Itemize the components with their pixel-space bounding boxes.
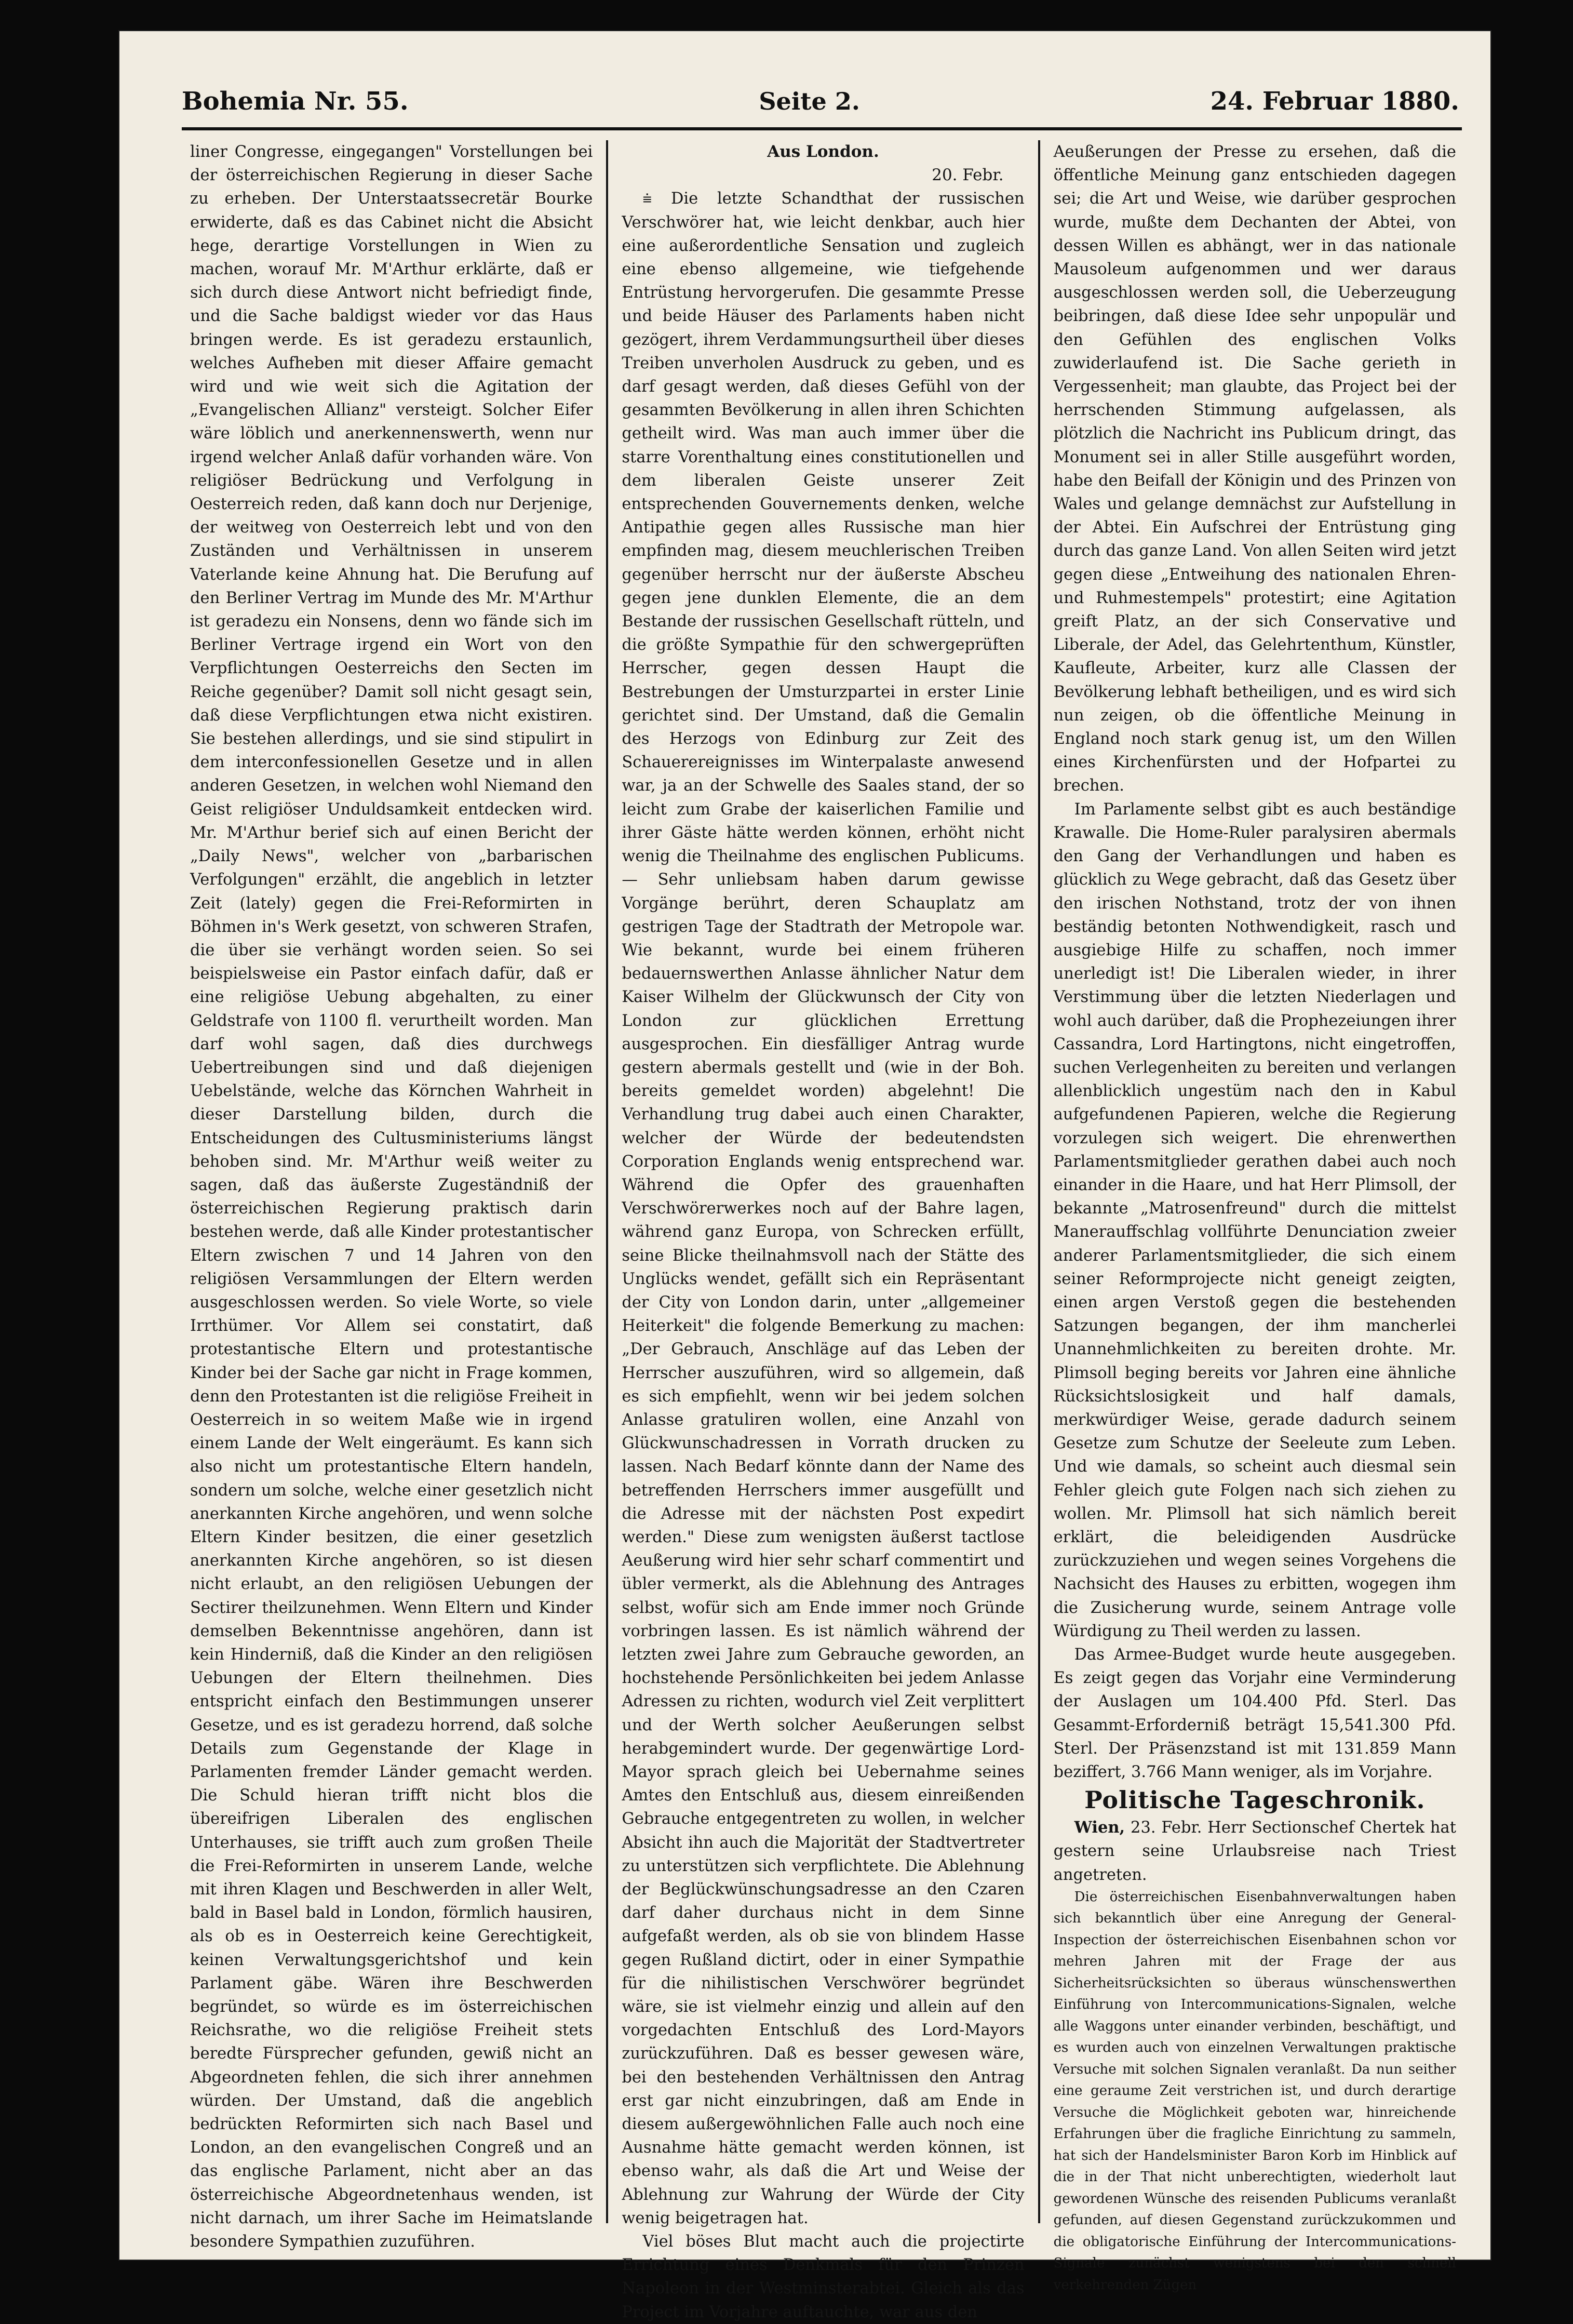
column-2 — [606, 140, 1038, 2321]
article-paragraph: Aeußerungen der Presse zu ersehen, daß die öffentliche Meinung ganz entschieden dagegen sei; die Art und Weise, wie darüber gesprochen wurde, mußte dem Dechanten der Abtei, von dessen Willen es abhängt, wer in das nationale Mausoleum aufgenommen und wer daraus ausgeschlossen werden soll, die Ueberzeugung beibringen, daß diese Idee sehr unpopulär und den Gefühlen des englischen Volks zuwiderlaufend ist. Die Sache gerieth in Vergessenheit; man glaubte, das Project bei der herrschenden Stimmung aufgelassen, als plötzlich die Nachricht ins Publicum dringt, das Monument sei in aller Stille ausgeführt worden, habe den Beifall der Königin und des Prinzen von Wales und gelange demnächst zur Aufstellung in der Abtei. Ein Aufschrei der Entrüstung ging durch das ganze Land. Von allen Seiten wird jetzt gegen diese „Entweihung des nationalen Ehren- und Ruhmestempels" protestirt; eine Agitation greift Platz, an der sich Conservative und Liberale, der Adel, das Gelehrtenthum, Künstler, Kaufleute, Arbeiter, kurz alle Classen der Bevölkerung lebhaft betheiligen, und es wird sich nun zeigen, ob die öffentliche Meinung in England noch stark genug ist, um den Willen eines Kirchenfürsten und der Hofpartei zu brechen. — [1053, 143, 1456, 795]
column-1 — [177, 140, 606, 2251]
dateline-place: Wien, — [1074, 1818, 1125, 1837]
page-number: Seite 2. — [759, 87, 860, 115]
column-3 — [1038, 140, 1470, 2293]
column-1-paragraph: liner Congresse, eingegangen" Vorstellungen bei der österreichischen Regierung in dieser Sache zu erheben. Der Unterstaatssecretär Bourke erwiderte, daß es das Cabinet nicht die Absicht hege, derartige Vorstellungen in Wien zu machen, worauf Mr. M'Arthur erklärte, daß er sich durch diese Antwort nicht befriedigt finde, und die Sache baldigst wieder vor das Haus bringen werde. Es ist geradezu erstaunlich, welches Aufheben mit dieser Affaire gemacht wird und wie weit sich die Agitation der „Evangelischen Allianz" versteigt. Solcher Eifer wäre löblich und anerkennenswerth, wenn nur irgend welcher Anlaß dafür vorhanden wäre. Von religiöser Bedrückung und Verfolgung in Oesterreich reden, daß kann doch nur Derjenige, der weitweg von Oesterreich lebt und von den Zuständen und Verhältnissen in unserem Vaterlande keine Ahnung hat. Die Berufung auf den Berliner Vertrag im Munde des Mr. M'Arthur ist geradezu ein Nonsens, denn wo fände sich im Berliner Vertrage irgend ein Wort von den Verpflichtungen Oesterreichs den Secten im Reiche gegenüber? Damit soll nicht gesagt sein, daß diese Verpflichtungen etwa nicht existiren. Sie bestehen allerdings, und sie sind stipulirt in dem interconfessionellen Gesetze und in allen anderen Gesetzen, in welchen wohl Niemand den Geist religiöser Unduldsamkeit entdecken wird. Mr. M'Arthur berief sich auf einen Bericht der „Daily News", welcher von „barbarischen Verfolgungen" erzählt, die angeblich in letzter Zeit (lately) gegen die Frei-Reformirten in Böhmen in's Werk gesetzt, von schweren Strafen, die über sie verhängt worden seien. So sei beispielsweise ein Pastor einfach dafür, daß er eine religiöse Uebung abgehalten, zu einer Geldstrafe von 1100 fl. verurtheilt worden. Man darf wohl sagen, daß dies durchwegs Uebertreibungen sind und daß diejenigen Uebelstände, welche das Körnchen Wahrheit in dieser Darstellung bilden, durch die Entscheidungen des Cultusministeriums längst behoben sind. Mr. M'Arthur weiß weiter zu sagen, daß das äußerste Zugeständniß der österreichischen Regierung praktisch darin bestehen werde, daß alle Kinder protestantischer Eltern zwischen 7 und 14 Jahren von den religiösen Versammlungen der Eltern werden ausgeschlossen werden. So viele Worte, so viele Irrthümer. Vor Allem sei constatirt, daß protestantische Eltern und protestantische Kinder bei der Sache gar nicht in Frage kommen, denn den Protestanten ist die religiöse Freiheit in Oesterreich in so weitem Maße wie in irgend einem Lande der Welt eingeräumt. Es kann sich also nicht um protestantische Eltern handeln, sondern um solche, welche einer gesetzlich nicht anerkannten Kirche angehören, und wenn solche Eltern Kinder besitzen, die einer gesetzlich anerkannten Kirche angehören, so ist diesen nicht erlaubt, an den religiösen Uebungen der Sectirer theilzunehmen. Wenn Eltern und Kinder demselben Bekenntnisse angehören, dann ist kein Hinderniß, daß die Kinder an den religiösen Uebungen der Eltern theilnehmen. Dies entspricht einfach den Bestimmungen unserer Gesetze, und es ist geradezu horrend, daß solche Details zum Gegenstande der Klage in Parlamenten fremder Länder gemacht werden. Die Schuld hieran trifft nicht blos die übereifrigen Liberalen des englischen Unterhauses, sie trifft auch zum großen Theile die Frei-Reformirten in unserem Lande, welche mit ihren Klagen und Beschwerden in aller Welt, bald in Basel bald in London, förmlich hausiren, als ob es in Oesterreich keine Gerechtigkeit, keinen Verwaltungsgerichtshof und kein Parlament gäbe. Wären ihre Beschwerden begründet, so würde es im österreichischen Reichsrathe, wo die religiöse Freiheit stets beredte Fürsprecher gefunden, gewiß nicht an Abgeordneten fehlen, die sich ihrer annehmen würden. Der Umstand, daß die angeblich bedrückten Reformirten sich nach Basel und London, an den evangelischen Congreß und an das englische Parlament, nicht aber an das österreichische Abgeordnetenhaus wenden, ist nicht darnach, um ihrer Sache im Heimatslande besondere Sympathien zuzuführen. — [190, 143, 593, 2251]
article-dateline: 20. Febr. — [932, 166, 1004, 185]
masthead-issue: Bohemia Nr. 55. — [182, 87, 409, 116]
article-heading-london: Aus London. — [767, 142, 879, 161]
section-heading-tageschronik: Politische Tageschronik. — [1084, 1786, 1426, 1814]
page-header — [182, 81, 1459, 122]
article-paragraph: ⩧ Die letzte Schandthat der russischen Verschwörer hat, wie leicht denkbar, auch hier eine außerordentliche Sensation und zugleich eine ebenso allgemeine, wie tiefgehende Entrüstung hervorgerufen. Die gesammte Presse und beide Häuser des Parlaments haben nicht gezögert, ihrem Verdammungsurtheil über dieses Treiben unverholen Ausdruck zu geben, und es darf gesagt werden, daß dieses Gefühl von der gesammten Bevölkerung in allen ihren Schichten getheilt wird. Was man auch immer über die starre Vorenthaltung eines constitutionellen und dem liberalen Geiste unserer Zeit entsprechenden Gouvernements denken, welche Antipathie gegen alles Russische man hier empfinden mag, diesem meuchlerischen Treiben gegenüber herrscht nur der äußerste Abscheu gegen jene dunklen Elemente, die an dem Bestande der russischen Gesellschaft rütteln, und die größte Sympathie für den schwergeprüften Herrscher, gegen dessen Haupt die Bestrebungen der Umsturzpartei in erster Linie gerichtet sind. Der Umstand, daß die Gemalin des Herzogs von Edinburg zur Zeit des Schauerereignisses im Winterpalaste anwesend war, ja an der Schwelle des Saales stand, der so leicht zum Grabe der kaiserlichen Familie und ihrer Gäste hätte werden können, erhöht nicht wenig die Theilnahme des englischen Publicums. — Sehr unliebsam haben darum gewisse Vorgänge berührt, deren Schauplatz am gestrigen Tage der Stadtrath der Metropole war. Wie bekannt, wurde bei einem früheren bedauernswerthen Anlasse ähnlicher Natur dem Kaiser Wilhelm der Glückwunsch der City von London zur glücklichen Errettung ausgesprochen. Ein diesfälliger Antrag wurde gestern abermals gestellt und (wie in der Boh. bereits gemeldet worden) abgelehnt! Die Verhandlung trug dabei auch einen Charakter, welcher der Würde der bedeutendsten Corporation Englands wenig entsprechend war. Während die Opfer des grauenhaften Verschwörerwerkes noch auf der Bahre lagen, während ganz Europa, von Schrecken erfüllt, seine Blicke theilnahmsvoll nach der Stätte des Unglücks wendet, gefällt sich ein Repräsentant der City von London darin, unter „allgemeiner Heiterkeit" die folgende Bemerkung zu machen: „Der Gebrauch, Anschläge auf das Leben der Herrscher auszuführen, wird so allgemein, daß es sich empfiehlt, wenn wir bei jedem solchen Anlasse gratuliren wollen, eine Anzahl von Glückwunschadressen in Vorrath drucken zu lassen. Nach Bedarf könnte dann der Name des betreffenden Herrschers immer ausgefüllt und die Adresse mit der nächsten Post expedirt werden." Diese zum wenigsten äußerst tactlose Aeußerung wird hier sehr scharf commentirt und übler vermerkt, als die Ablehnung des Antrages selbst, wofür sich am Ende immer noch Gründe vorbringen lassen. Es ist nämlich während der letzten zwei Jahre zum Gebrauche geworden, an hochstehende Persönlichkeiten bei jedem Anlasse Adressen zu richten, wodurch viel Zeit verplittert und der Werth solcher Aeußerungen selbst herabgemindert wurde. Der gegenwärtige Lord-Mayor sprach gleich bei Uebernahme seines Amtes den Entschluß aus, diesem einreißenden Gebrauche entgegentreten zu wollen, in welcher Absicht ihn auch die Majorität der Stadtvertreter zu unterstützen sich verpflichtete. Die Ablehnung der Beglückwünschungsadresse an den Czaren darf daher durchaus nicht in dem Sinne aufgefaßt werden, als ob sie von blindem Hasse gegen Rußland dictirt, oder in einer Sympathie für die nihilistischen Verschwörer begründet wäre, sie ist vielmehr einzig und allein auf den vorgedachten Entschluß des Lord-Mayors zurückzuführen. Daß es besser gewesen wäre, bei den bestehenden Verhältnissen den Antrag erst gar nicht einzubringen, daß am Ende in diesem außergewöhnlichen Falle auch noch eine Ausnahme hätte gemacht werden können, ist ebenso wahr, als daß die Art und Weise der Ablehnung zur Wahrung der Würde der City wenig beigetragen hat. — [622, 190, 1025, 2227]
article-paragraph: Das Armee-Budget wurde heute ausgegeben. Es zeigt gegen das Vorjahr eine Verminderung der Auslagen um 104.400 Pfd. Sterl. Das Gesammt-Erforderniß beträgt 15,541.300 Pfd. Sterl. Der Präsenzstand ist mit 131.859 Mann beziffert, 3.766 Mann weniger, als im Vorjahre. — [1053, 1646, 1456, 1782]
newspaper-page — [119, 31, 1490, 2321]
article-columns — [177, 140, 1470, 2321]
article-paragraph: Viel böses Blut macht auch die projectirte Errichtung eines Denkmals für den Prinzen Napoleon in der Westminsterabtei. Gleich als das Project im Vorjahre auftauchte, war aus den — [622, 2233, 1025, 2321]
news-item-railway: Die österreichischen Eisenbahnverwaltungen haben sich bekanntlich über eine Anregung der General-Inspection der österreichischen Eisenbahnen schon vor mehren Jahren mit der Frage der aus Sicherheitsrücksichten so überaus wünschenswerthen Einführung von Intercommunications-Signalen, welche alle Waggons unter einander verbinden, beschäftigt, und es wurden auch von einzelnen Verwaltungen praktische Versuche mit solchen Signalen veranlaßt. Da nun seither eine geraume Zeit verstrichen ist, und durch derartige Versuche die Möglichkeit geboten war, hinreichende Erfahrungen über die fragliche Einrichtung zu sammeln, hat sich der Handelsminister Baron Korb im Hinblick auf die in der That nicht unberechtigten, wiederholt laut gewordenen Wünsche des reisenden Publicums veranlaßt gefunden, auf diesen Gegenstand zurückzukommen und die obligatorische Einführung der Intercommunications-Signale zunächst wenigstens bei den schnell verkehrenden Zügen — [1053, 1889, 1456, 2293]
issue-date: 24. Februar 1880. — [1210, 87, 1459, 116]
header-rule — [182, 127, 1462, 130]
news-item-text: 23. Febr. Herr Sectionschef Chertek hat gestern seine Urlaubsreise nach Triest angetreten. — [1053, 1819, 1456, 1884]
news-item-vienna — [1054, 1816, 1456, 1887]
article-paragraph: Im Parlamente selbst gibt es auch beständige Krawalle. Die Home-Ruler paralysiren abermals den Gang der Verhandlungen und haben es glücklich zu Wege gebracht, daß das Gesetz über den irischen Nothstand, trotz der von ihnen beständig betonten Nothwendigkeit, rasch und ausgiebige Hilfe zu schaffen, noch immer unerledigt ist! Die Liberalen wieder, in ihrer Verstimmung über die letzten Niederlagen und wohl auch darüber, daß die Prophezeiungen ihrer Cassandra, Lord Hartingtons, nicht eingetroffen, suchen Verlegenheiten zu bereiten und verlangen allenblicklich ungestüm nach den in Kabul aufgefundenen Papieren, welche die Regierung vorzulegen sich weigert. Die ehrenwerthen Parlamentsmitglieder gerathen dabei auch noch einander in die Haare, und hat Herr Plimsoll, der bekannte „Matrosenfreund" durch die mittelst Manerauffschlag vollführte Denunciation zweier anderer Parlamentsmitglieder, die sich einem seiner Reformprojecte nicht geneigt zeigten, einen argen Verstoß gegen die bestehenden Satzungen begangen, der ihm mancherlei Unannehmlichkeiten zu bereiten drohte. Mr. Plimsoll beging bereits vor Jahren eine ähnliche Rücksichtslosigkeit und half damals, merkwürdiger Weise, gerade dadurch seinem Gesetze zum Schutze der Seeleute zum Leben. Und wie damals, so scheint auch diesmal sein Fehler gleich gute Folgen nach sich ziehen zu wollen. Mr. Plimsoll hat sich nämlich bereit erklärt, die beleidigenden Ausdrücke zurückzuziehen und wegen seines Vorgehens die Nachsicht des Hauses zu erbitten, wogegen ihm die Zusicherung wurde, seinem Antrage volle Würdigung zu Theil werden zu lassen. — [1053, 800, 1456, 1640]
